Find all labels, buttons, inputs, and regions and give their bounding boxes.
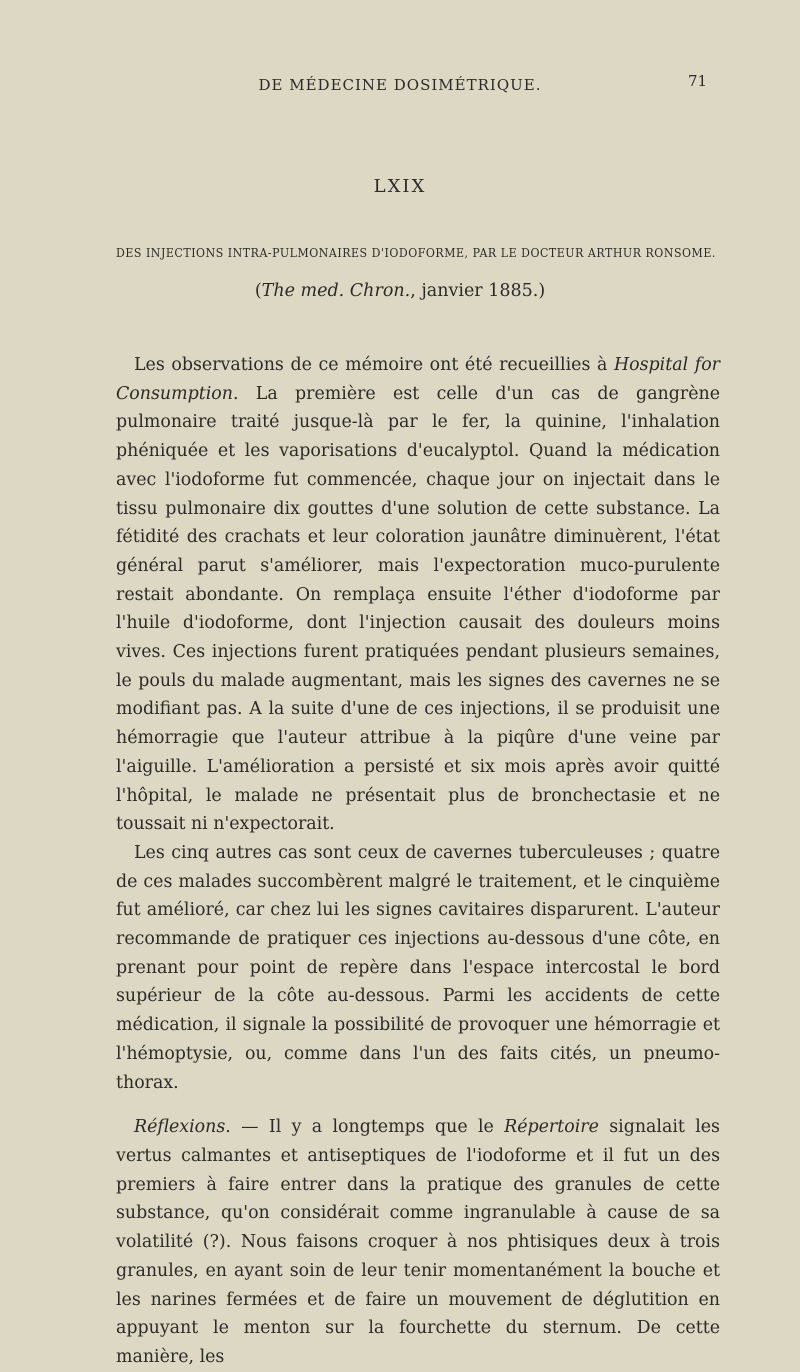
- p3-start: . — Il y a longtemps que le: [225, 1117, 505, 1138]
- source-citation: [0, 281, 800, 301]
- paragraph-1: [116, 351, 720, 839]
- source-open: (: [254, 281, 262, 301]
- source-date: , janvier 1885.): [410, 281, 546, 301]
- section-number: LXIX: [373, 176, 427, 197]
- p1-italic: Hospital for Consumption: [116, 355, 720, 404]
- p3-end: signalait les vertus calmantes et antiseptiques de l'iodoforme et il fut un des premiers à faire entrer dans la pratique des granules de cette substance, qu'on considérait comme ingranulable à cause de sa volatilité (?). Nous faisons croquer à nos phtisiques deux à trois granules, en ayant soin de leur tenir momentanément la bouche et les narines fermées et de faire un mouvement de déglutition en appuyant le menton sur la fourchette du sternum. De cette manière, les: [116, 1117, 720, 1367]
- repertoire-italic: Répertoire: [504, 1117, 599, 1138]
- running-header: DE MÉDECINE DOSIMÉTRIQUE.: [258, 76, 542, 94]
- source-journal: The med. Chron.: [261, 281, 411, 301]
- p1-end: . La première est celle d'un cas de gangrène pulmonaire traité jusque-là par le fer, la quinine, l'inhalation phéniquée et les vaporisations d'eucalyptol. Quand la médication avec l'iodoforme fut commencée, chaque jour on injectait dans le tissu pulmonaire dix gouttes d'une solution de cette substance. La fétidité des crachats et leur coloration jaunâtre diminuèrent, l'état général parut s'améliorer, mais l'expectoration muco-purulente restait abondante. On remplaça ensuite l'éther d'iodoforme par l'huile d'iodoforme, dont l'injection causait des douleurs moins vives. Ces injections furent pratiquées pendant plusieurs semaines, le pouls du malade augmentant, mais les signes des cavernes ne se modifiant pas. A la suite d'une de ces injections, il se produisit une hémorragie que l'auteur attribue à la piqûre d'une veine par l'aiguille. L'amélioration a persisté et six mois après avoir quitté l'hôpital, le malade ne présentait plus de bronchectasie et ne toussait ni n'expectorait.: [116, 383, 720, 835]
- p1-start: Les observations de ce mémoire ont été recueillies à: [134, 355, 614, 375]
- article-title: DES INJECTIONS INTRA-PULMONAIRES D'IODOFORME, PAR LE DOCTEUR ARTHUR RONSOME.: [116, 245, 716, 260]
- paragraph-reflexions: [116, 1113, 720, 1371]
- body-text: [116, 351, 720, 1372]
- page-number: 71: [688, 72, 708, 90]
- paragraph-2: Les cinq autres cas sont ceux de cavernes tuberculeuses ; quatre de ces malades succombèrent malgré le traitement, et le cinquième fut amélioré, car chez lui les signes cavitaires disparurent. L'auteur recommande de pratiquer ces injections au-dessous d'une côte, en prenant pour point de repère dans l'espace intercostal le bord supérieur de la côte au-dessous. Parmi les accidents de cette médication, il signale la possibilité de provoquer une hémorragie et l'hémoptysie, ou, comme dans l'un des faits cités, un pneumo-thorax.: [116, 842, 720, 1093]
- reflexions-label: Réflexions: [134, 1117, 226, 1138]
